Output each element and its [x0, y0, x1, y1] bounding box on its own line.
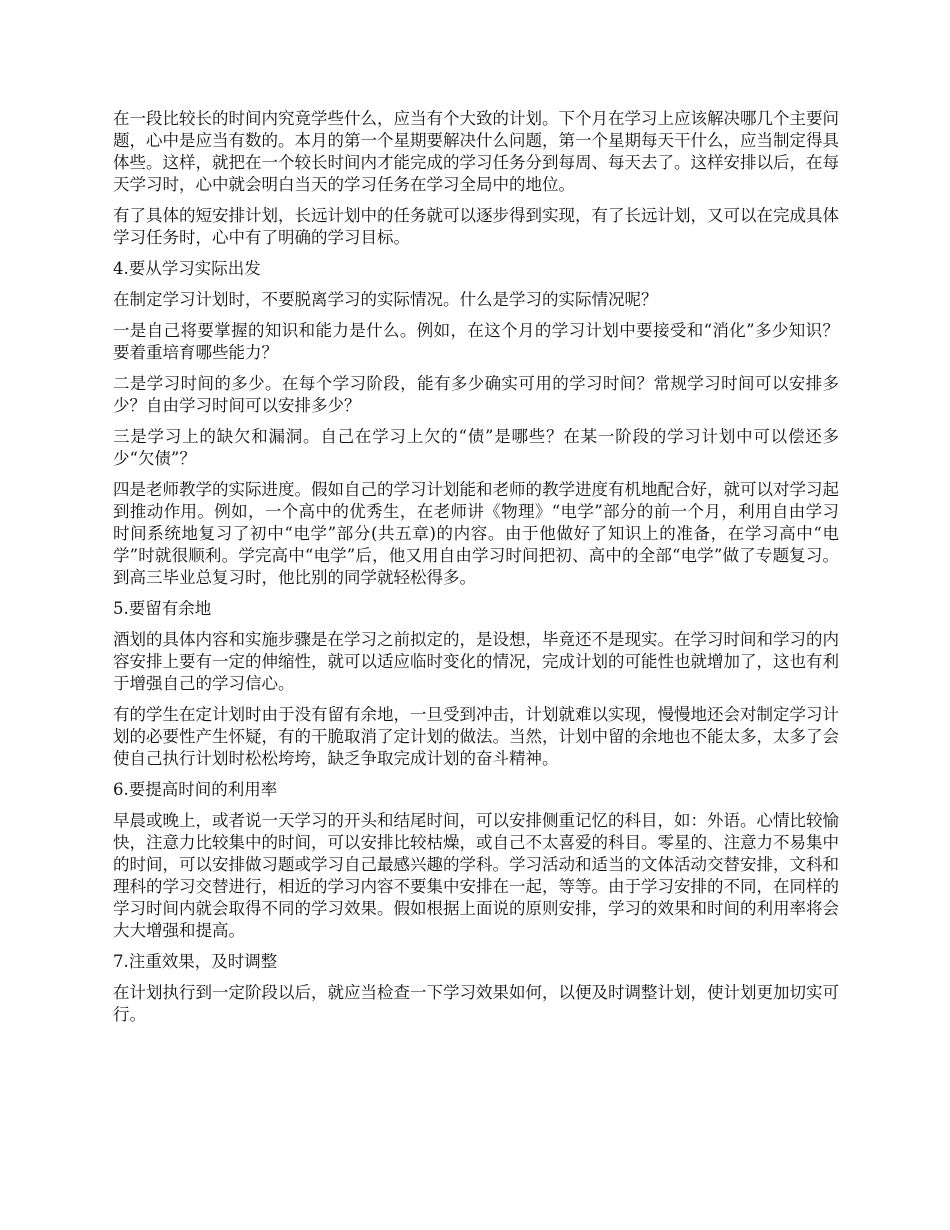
paragraph-short-long-plan: 有了具体的短安排计划，长远计划中的任务就可以逐步得到实现，有了长远计划，又可以在完成具体学习任务时，心中有了明确的学习目标。: [113, 206, 839, 247]
paragraph-adjust-plan: 在计划执行到一定阶段以后，就应当检查一下学习效果如何，以便及时调整计划，使计划更加切实可行。: [113, 983, 839, 1024]
paragraph-leave-margin: 酒划的具体内容和实施步骤是在学习之前拟定的，是设想，毕竟还不是现实。在学习时间和学习的内容安排上要有一定的伸缩性，就可以适应临时变化的情况，完成计划的可能性也就增加了，这也有利于增强自己的学习信心。: [113, 630, 839, 693]
paragraph-point-four: 四是老师教学的实际进度。假如自己的学习计划能和老师的教学进度有机地配合好，就可以对学习起到推动作用。例如，一个高中的优秀生，在老师讲《物理》“电学”部分的前一个月，利用自由学习时间系统地复习了初中“电学”部分(共五章)的内容。由于他做好了知识上的准备，在学习高中“电学”时就很顺利。学完高中“电学”后，他又用自由学习时间把初、高中的全部“电学”做了专题复习。到高三毕业总复习时，他比别的同学就轻松得多。: [113, 480, 839, 587]
paragraph-point-three: 三是学习上的缺欠和漏洞。自己在学习上欠的“债”是哪些？在某一阶段的学习计划中可以偿还多少“欠债”？: [113, 427, 839, 468]
paragraph-plan-scope: 在一段比较长的时间内究竟学些什么，应当有个大致的计划。下个月在学习上应该解决哪几个主要问题，心中是应当有数的。本月的第一个星期要解决什么问题，第一个星期每天干什么，应当制定得具体些。这样，就把在一个较长时间内才能完成的学习任务分到每周、每天去了。这样安排以后，在每天学习时，心中就会明白当天的学习任务在学习全局中的地位。: [113, 109, 839, 194]
section-heading-6: 6.要提高时间的利用率: [113, 780, 278, 799]
document-body: [113, 108, 839, 1035]
paragraph-point-one: 一是自己将要掌握的知识和能力是什么。例如，在这个月的学习计划中要接受和“消化”多少知识？要着重培育哪些能力？: [113, 321, 839, 362]
paragraph-actual-situation: 在制定学习计划时，不要脱离学习的实际情况。什么是学习的实际情况呢？: [113, 290, 658, 309]
paragraph-time-usage: 早晨或晚上，或者说一天学习的开头和结尾时间，可以安排侧重记忆的科目，如：外语。心情比较愉快，注意力比较集中的时间，可以安排比较枯燥，或自己不太喜爱的科目。零星的、注意力不易集中的时间，可以安排做习题或学习自己最感兴趣的学科。学习活动和适当的文体活动交替安排，文科和理科的学习交替进行，相近的学习内容不要集中安排在一起，等等。由于学习安排的不同，在同样的学习时间内就会取得不同的学习效果。假如根据上面说的原则安排，学习的效果和时间的利用率将会大大增强和提高。: [113, 811, 839, 940]
paragraph-point-two: 二是学习时间的多少。在每个学习阶段，能有多少确实可用的学习时间？常规学习时间可以安排多少？自由学习时间可以安排多少？: [113, 374, 839, 415]
section-heading-4: 4.要从学习实际出发: [113, 259, 261, 278]
section-heading-7: 7.注重效果，及时调整: [113, 952, 278, 971]
section-heading-5: 5.要留有余地: [113, 599, 212, 618]
paragraph-margin-balance: 有的学生在定计划时由于没有留有余地，一旦受到冲击，计划就难以实现，慢慢地还会对制定学习计划的必要性产生怀疑，有的干脆取消了定计划的做法。当然，计划中留的余地也不能太多，太多了会使自己执行计划时松松垮垮，缺乏争取完成计划的奋斗精神。: [113, 705, 839, 768]
